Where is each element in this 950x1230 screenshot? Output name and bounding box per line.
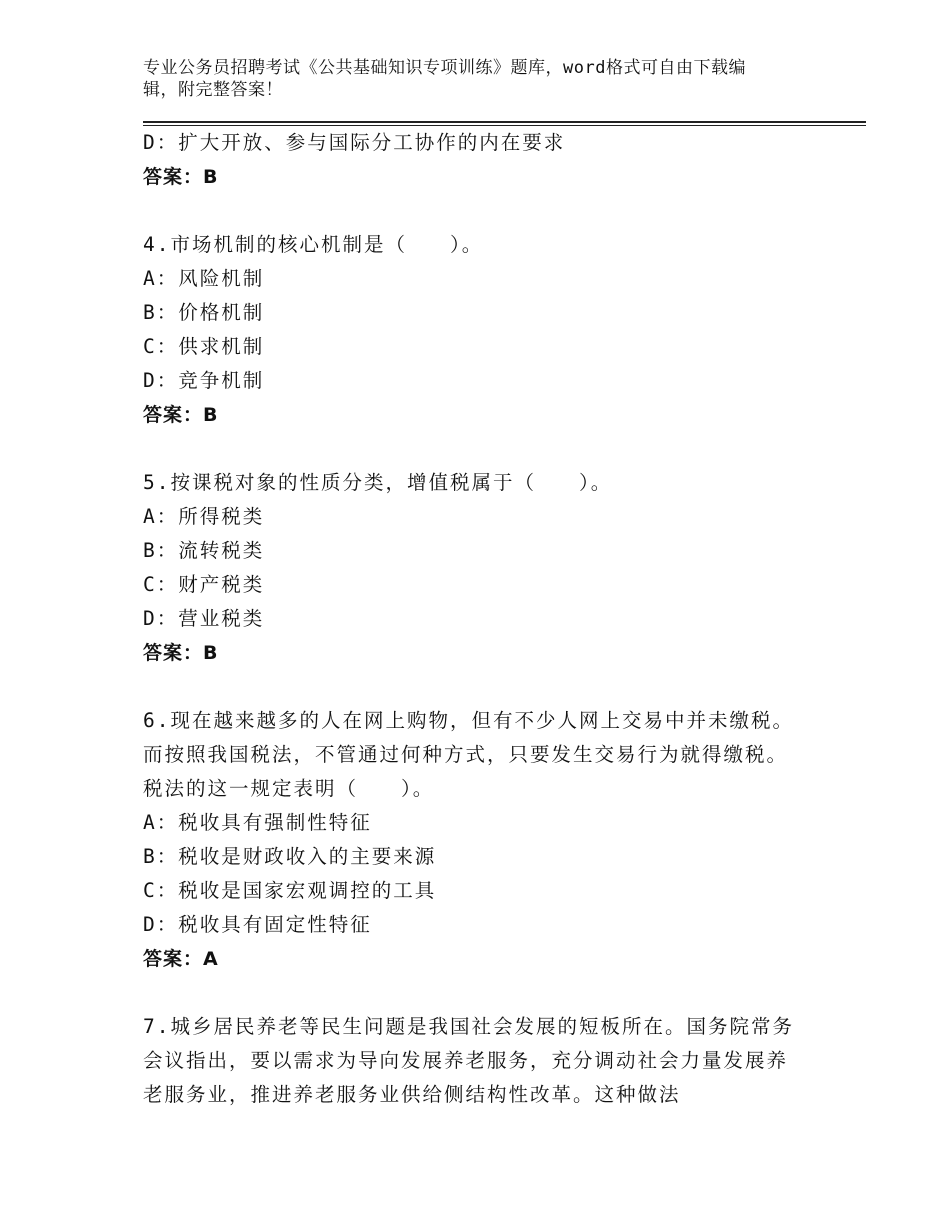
option-d: D：税收具有固定性特征 (143, 913, 372, 936)
option-c: C：财产税类 (143, 573, 265, 596)
question-3-tail (143, 126, 823, 194)
header-line-1: 专业公务员招聘考试《公共基础知识专项训练》题库，word格式可自由下载编 (143, 58, 746, 78)
option-a: A：税收具有强制性特征 (143, 811, 372, 834)
question-stem-line-1: 7.城乡居民养老等民生问题是我国社会发展的短板所在。国务院常务 (143, 1015, 794, 1038)
option-a: A：所得税类 (143, 505, 265, 528)
answer: 答案：A (143, 948, 219, 970)
question-stem-line-1: 6.现在越来越多的人在网上购物，但有不少人网上交易中并未缴税。 (143, 709, 794, 732)
question-content (143, 126, 823, 1112)
spacer (143, 194, 823, 228)
answer: 答案：B (143, 166, 219, 188)
option-d: D：营业税类 (143, 607, 265, 630)
option-c: C：供求机制 (143, 335, 265, 358)
option-b: B：流转税类 (143, 539, 265, 562)
option-a: A：风险机制 (143, 267, 265, 290)
spacer (143, 432, 823, 466)
option-c: C：税收是国家宏观调控的工具 (143, 879, 437, 902)
question-stem-line-3: 老服务业，推进养老服务业供给侧结构性改革。这种做法 (143, 1083, 681, 1106)
question-7 (143, 1010, 823, 1112)
question-6 (143, 704, 823, 976)
document-header (143, 57, 803, 101)
question-stem: 5.按课税对象的性质分类，增值税属于（ ）。 (143, 471, 613, 494)
question-5 (143, 466, 823, 670)
option-b: B：价格机制 (143, 301, 265, 324)
header-line-2: 辑，附完整答案！ (143, 80, 283, 100)
header-rule-thick (143, 121, 866, 123)
option-d: D：竞争机制 (143, 369, 265, 392)
spacer (143, 670, 823, 704)
option-b: B：税收是财政收入的主要来源 (143, 845, 437, 868)
question-4 (143, 228, 823, 432)
question-stem-line-2: 而按照我国税法，不管通过何种方式，只要发生交易行为就得缴税。 (143, 743, 789, 766)
question-stem-line-3: 税法的这一规定表明（ ）。 (143, 777, 435, 800)
question-stem-line-2: 会议指出，要以需求为导向发展养老服务，充分调动社会力量发展养 (143, 1049, 789, 1072)
answer: 答案：B (143, 642, 219, 664)
question-stem: 4.市场机制的核心机制是（ ）。 (143, 233, 484, 256)
spacer (143, 976, 823, 1010)
option-d: D：扩大开放、参与国际分工协作的内在要求 (143, 131, 566, 154)
answer: 答案：B (143, 404, 219, 426)
